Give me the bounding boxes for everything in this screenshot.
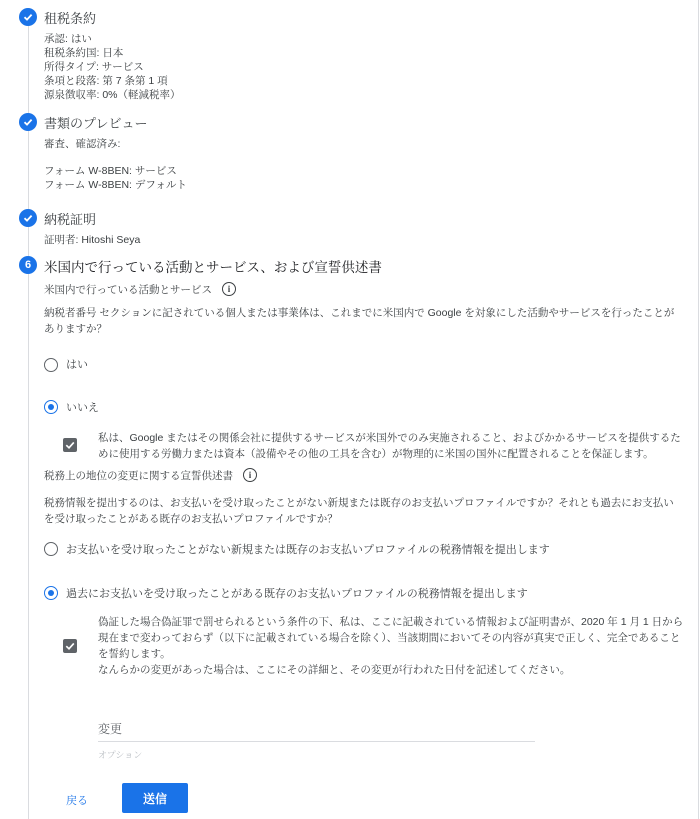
step-title-tax-treaty[interactable]: 租税条約: [44, 11, 97, 26]
step-connector: [28, 130, 29, 210]
radio-no[interactable]: [44, 400, 58, 414]
activities-question: 納税者番号 セクションに記されている個人または事業体は、これまでに米国内で Google を対象にした活動やサービスを行ったことがありますか？: [44, 307, 675, 335]
submit-button[interactable]: 送信: [122, 783, 188, 813]
radio-new-profile-label: お支払いを受け取ったことがない新規または既存のお支払いプロファイルの税務情報を提出します: [66, 544, 550, 556]
status-change-question: 税務情報を提出するのは、お支払いを受け取ったことがない新規または既存のお支払いプロファイルですか？それとも過去にお支払いを受け取ったことがある既存のお支払いプロファイルですか？: [44, 497, 674, 525]
changes-input-underline: [98, 741, 535, 742]
step-title-activities: 米国内で行っている活動とサービス、および宣誓供述書: [44, 260, 382, 275]
step-title-tax-certification[interactable]: 納税証明: [44, 212, 97, 227]
treaty-withholding-rate: 源泉徴収率: 0%（軽減税率）: [44, 89, 181, 101]
radio-no-label: いいえ: [66, 402, 99, 414]
step-number-badge: [19, 256, 37, 274]
changes-hint: オプション: [98, 750, 143, 760]
back-button[interactable]: 戻る: [66, 795, 88, 807]
step-title-document-preview[interactable]: 書類のプレビュー: [44, 116, 148, 131]
step-number: 6: [24, 259, 32, 271]
services-certification-text: 私は、Google またはその関係会社に提供するサービスが米国外でのみ実施されること、およびかかるサービスを提供するために使用する労働力または資本（設備やその他の工具を含む）が物理的に米国の国外に配置されることを保証します。: [98, 432, 681, 460]
check-circle-icon: [19, 209, 37, 227]
radio-yes[interactable]: [44, 358, 58, 372]
right-border: [698, 0, 699, 819]
check-circle-icon: [19, 8, 37, 26]
treaty-income-type: 所得タイプ: サービス: [44, 61, 144, 73]
step-connector: [28, 274, 29, 819]
check-circle-icon: [19, 113, 37, 131]
changes-input[interactable]: 変更: [98, 722, 123, 736]
step-connector: [28, 25, 29, 113]
info-icon[interactable]: i: [243, 468, 257, 482]
radio-yes-label: はい: [66, 359, 88, 371]
declaration-checkbox[interactable]: [63, 639, 77, 653]
preview-form-default: フォーム W-8BEN: デフォルト: [44, 179, 187, 191]
radio-existing-profile-label: 過去にお支払いを受け取ったことがある既存のお支払いプロファイルの税務情報を提出します: [66, 588, 528, 600]
treaty-approval: 承認: はい: [44, 33, 92, 45]
declaration-text: 偽証した場合偽証罪で罰せられるという条件の下、私は、ここに記載されている情報および証明書が、2020 年 1 月 1 日から現在まで変わっておらず（以下に記載されている場合を除く）、当該期間においてその内容が真実で正しく、完全であることを誓約します。: [98, 616, 684, 660]
treaty-country: 租税条約国: 日本: [44, 47, 124, 59]
radio-existing-profile[interactable]: [44, 586, 58, 600]
services-certification-checkbox[interactable]: [63, 438, 77, 452]
info-icon[interactable]: i: [222, 282, 236, 296]
treaty-article: 条項と段落: 第 7 条第 1 項: [44, 75, 168, 87]
step-connector: [28, 226, 29, 256]
section-heading-status-change: 税務上の地位の変更に関する宣誓供述書: [44, 470, 233, 482]
declaration-note: なんらかの変更があった場合は、ここにその詳細と、その変更が行われた日付を記述してください。: [98, 664, 571, 676]
preview-form-services: フォーム W-8BEN: サービス: [44, 165, 177, 177]
section-heading-activities: 米国内で行っている活動とサービス: [44, 284, 212, 296]
radio-new-profile[interactable]: [44, 542, 58, 556]
preview-reviewed: 審査、確認済み:: [44, 138, 121, 150]
certified-by: 証明者: Hitoshi Seya: [44, 234, 141, 246]
